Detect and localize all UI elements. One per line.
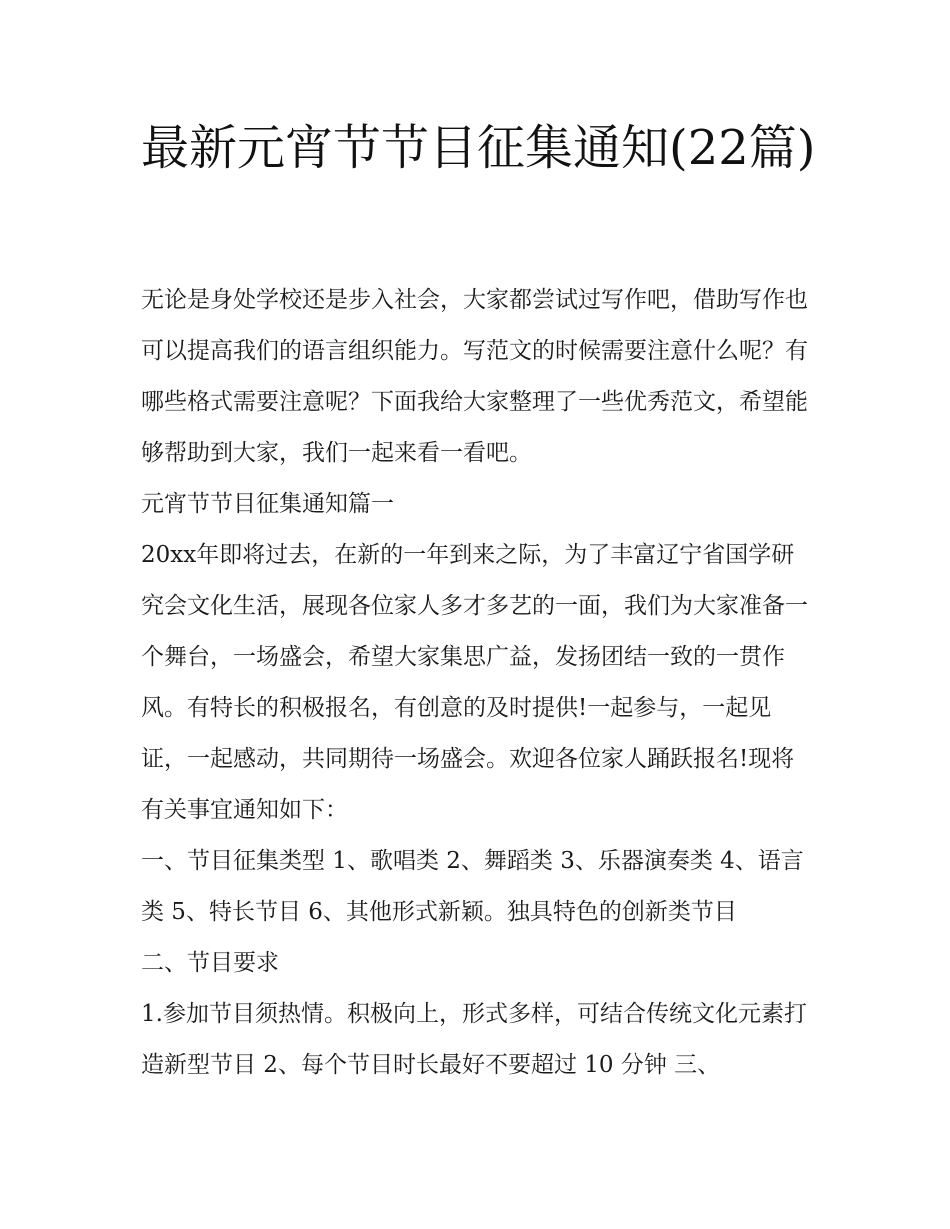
- notice-paragraph: 20xx年即将过去，在新的一年到来之际，为了丰富辽宁省国学研究会文化生活，展现各位家人多才多艺的一面，我们为大家准备一个舞台，一场盛会，希望大家集思广益，发扬团结一致的一贯作风。有特长的积极报名，有创意的及时提供!一起参与，一起见证，一起感动，共同期待一场盛会。欢迎各位家人踊跃报名!现将有关事宜通知如下：: [141, 542, 808, 823]
- document-title: 最新元宵节节目征集通知(22篇): [141, 120, 816, 176]
- intro-paragraph: 无论是身处学校还是步入社会，大家都尝试过写作吧，借助写作也可以提高我们的语言组织能力。写范文的时候需要注意什么呢？有哪些格式需要注意呢？下面我给大家整理了一些优秀范文，希望能够帮助到大家，我们一起来看一看吧。: [141, 287, 808, 466]
- program-types-paragraph: 一、节目征集类型 1、歌唱类 2、舞蹈类 3、乐器演奏类 4、语言类 5、特长节目 6、其他形式新颖。独具特色的创新类节目: [141, 848, 804, 925]
- section-heading: 元宵节节目征集通知篇一: [141, 491, 394, 517]
- requirements-heading: 二、节目要求: [141, 950, 279, 976]
- requirements-paragraph: 1.参加节目须热情。积极向上，形式多样，可结合传统文化元素打造新型节目 2、每个节目时长最好不要超过 10 分钟 三、: [141, 1001, 807, 1078]
- document-body: [141, 275, 816, 1091]
